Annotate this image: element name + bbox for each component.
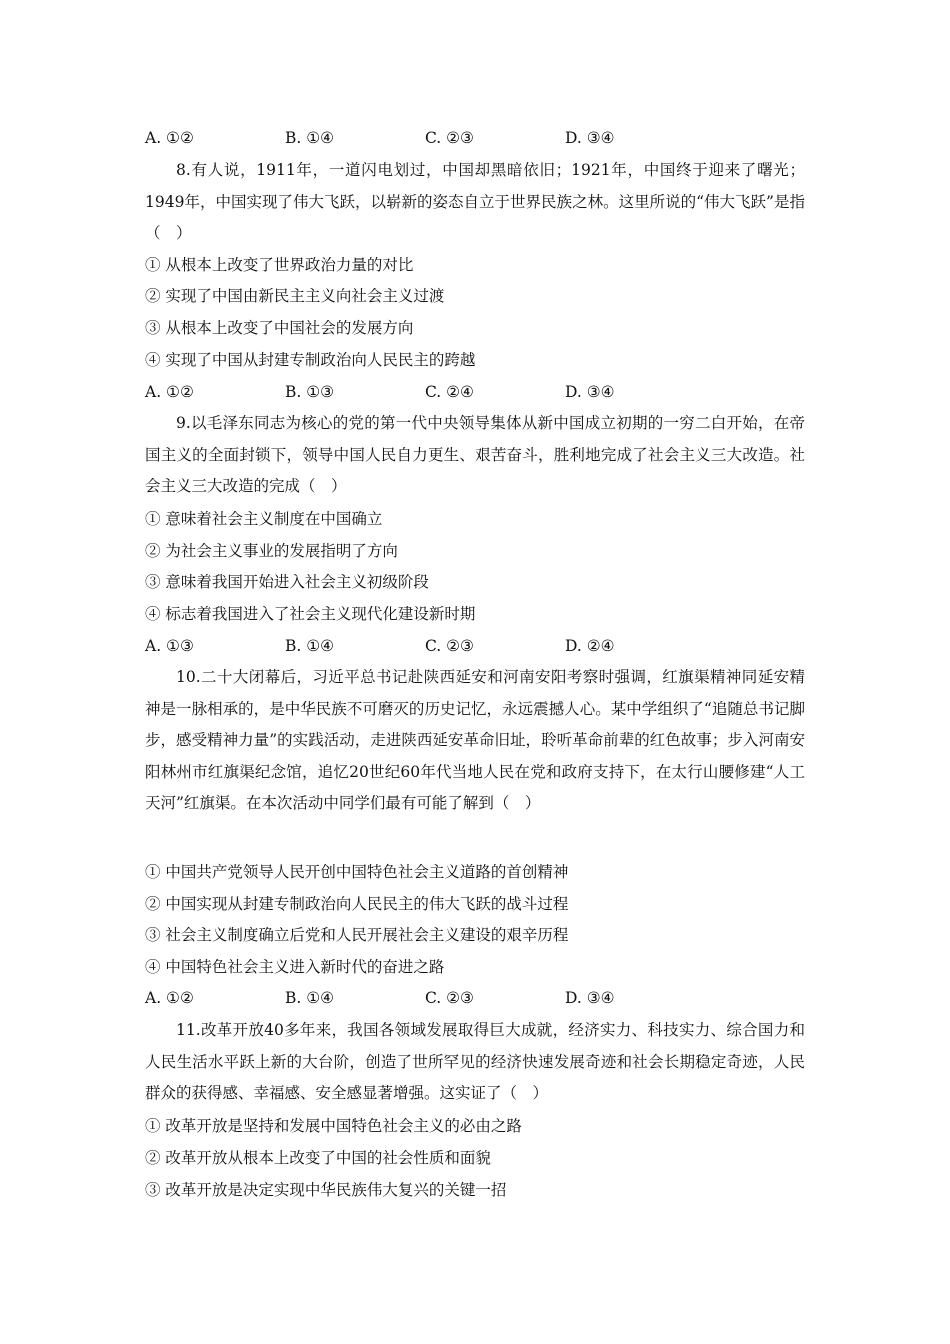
q11-option-1: ① 改革开放是坚持和发展中国特色社会主义的必由之路 <box>145 1117 522 1135</box>
q8-option-4: ④ 实现了中国从封建专制政治向人民民主的跨越 <box>145 351 476 369</box>
q10-choice-a[interactable]: A. ①② <box>145 989 194 1007</box>
q9-stem <box>145 408 805 503</box>
q9-option-1: ① 意味着社会主义制度在中国确立 <box>145 510 383 528</box>
q9-choice-c[interactable]: C. ②③ <box>425 637 474 655</box>
q11-stem <box>145 1015 805 1110</box>
q11-option-2: ② 改革开放从根本上改变了中国的社会性质和面貌 <box>145 1149 491 1167</box>
q7-choice-c[interactable]: C. ②③ <box>425 129 474 147</box>
q9-option-3: ③ 意味着我国开始进入社会主义初级阶段 <box>145 573 429 591</box>
q8-stem-text: 8.有人说，1911年，一道闪电划过，中国却黑暗依旧；1921年，中国终于迎来了曙光；1949年，中国实现了伟大飞跃，以崭新的姿态自立于世界民族之林。这里所说的“伟大飞跃”是指（ ） <box>145 161 805 242</box>
q8-choice-d[interactable]: D. ③④ <box>565 383 615 401</box>
q8-option-2: ② 实现了中国由新民主主义向社会主义过渡 <box>145 287 445 305</box>
q11-stem-text: 11.改革开放40多年来，我国各领域发展取得巨大成就，经济实力、科技实力、综合国力和人民生活水平跃上新的大台阶，创造了世所罕见的经济快速发展奇迹和社会长期稳定奇迹，人民群众的获得感、幸福感、安全感显著增强。这实证了（ ） <box>145 1021 805 1102</box>
q10-option-4: ④ 中国特色社会主义进入新时代的奋进之路 <box>145 958 445 976</box>
q8-option-1: ① 从根本上改变了世界政治力量的对比 <box>145 256 414 274</box>
q10-option-1: ① 中国共产党领导人民开创中国特色社会主义道路的首创精神 <box>145 863 569 881</box>
q9-option-4: ④ 标志着我国进入了社会主义现代化建设新时期 <box>145 605 476 623</box>
q7-choice-a[interactable]: A. ①② <box>145 129 194 147</box>
q7-choice-b[interactable]: B. ①④ <box>285 129 335 147</box>
q10-stem-text: 10.二十大闭幕后，习近平总书记赴陕西延安和河南安阳考察时强调，红旗渠精神同延安精神是一脉相承的，是中华民族不可磨灭的历史记忆，永远震撼人心。某中学组织了“追随总书记脚步，感受精神力量”的实践活动，走进陕西延安革命旧址，聆听革命前辈的红色故事；步入河南安阳林州市红旗渠纪念馆，追忆20世纪60年代当地人民在党和政府支持下，在太行山腰修建“人工天河”红旗渠。在本次活动中同学们最有可能了解到（ ） <box>145 668 805 812</box>
q9-choice-b[interactable]: B. ①④ <box>285 637 335 655</box>
q9-choice-a[interactable]: A. ①③ <box>145 637 194 655</box>
q9-stem-text: 9.以毛泽东同志为核心的党的第一代中央领导集体从新中国成立初期的一穷二白开始，在帝国主义的全面封锁下，领导中国人民自力更生、艰苦奋斗，胜利地完成了社会主义三大改造。社会主义三大改造的完成（ ） <box>145 414 805 495</box>
q9-choice-d[interactable]: D. ②④ <box>565 637 615 655</box>
q8-stem <box>145 155 805 250</box>
q10-option-3: ③ 社会主义制度确立后党和人民开展社会主义建设的艰辛历程 <box>145 926 569 944</box>
q8-choice-a[interactable]: A. ①② <box>145 383 194 401</box>
q8-choice-b[interactable]: B. ①③ <box>285 383 335 401</box>
q10-choice-d[interactable]: D. ③④ <box>565 989 615 1007</box>
q8-option-3: ③ 从根本上改变了中国社会的发展方向 <box>145 319 414 337</box>
q11-option-3: ③ 改革开放是决定实现中华民族伟大复兴的关键一招 <box>145 1181 507 1199</box>
q10-choice-b[interactable]: B. ①④ <box>285 989 335 1007</box>
q9-option-2: ② 为社会主义事业的发展指明了方向 <box>145 542 398 560</box>
q10-option-2: ② 中国实现从封建专制政治向人民民主的伟大飞跃的战斗过程 <box>145 895 569 913</box>
q7-choice-d[interactable]: D. ③④ <box>565 129 615 147</box>
q8-choice-c[interactable]: C. ②④ <box>425 383 474 401</box>
q10-stem <box>145 662 805 820</box>
q10-choice-c[interactable]: C. ②③ <box>425 989 474 1007</box>
